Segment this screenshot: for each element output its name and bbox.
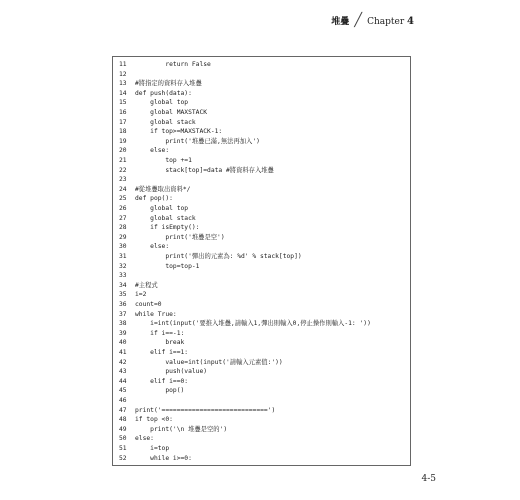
line-code: global stack: [135, 214, 196, 222]
line-code: i=int(input('要推入堆疊,請輸入1,彈出則輸入0,停止操作則輸入-1: ')): [135, 320, 371, 328]
line-number: 37: [119, 310, 127, 318]
line-number: 18: [119, 128, 127, 136]
line-code: top +=1: [135, 157, 192, 164]
line-number: 21: [119, 157, 127, 164]
line-number: 14: [119, 89, 127, 97]
chapter-title: 堆疊: [331, 17, 350, 27]
line-code: #主程式: [135, 281, 158, 289]
line-number: 12: [119, 70, 127, 78]
line-number: 50: [119, 435, 127, 443]
line-number: 15: [119, 99, 127, 107]
line-code: print('\n 堆疊是空的'): [135, 425, 228, 433]
line-code: print('彈出的元素為: %d' % stack[top]): [135, 253, 302, 260]
line-code: print('堆疊已滿,無法再加入'): [135, 137, 260, 145]
line-code: elif i==1:: [135, 349, 189, 356]
line-code: if top <0:: [135, 416, 173, 424]
line-code: def pop():: [135, 195, 173, 203]
code-listing: [112, 56, 411, 466]
page-header: [331, 13, 414, 28]
line-number: 25: [119, 195, 127, 203]
line-number: 40: [119, 339, 127, 347]
line-code: value=int(input('請輸入元素值:')): [135, 358, 283, 366]
line-number: 45: [119, 387, 127, 395]
line-number: 28: [119, 224, 127, 232]
line-number: 33: [119, 272, 127, 280]
line-number: 48: [119, 416, 127, 424]
line-code: return False: [135, 61, 211, 68]
line-number: 42: [119, 358, 127, 366]
line-code: #從堆疊取出資料*/: [135, 185, 191, 193]
line-code: elif i==0:: [135, 377, 189, 385]
line-code: else:: [135, 147, 170, 155]
header-divider: ╱: [354, 13, 363, 28]
line-code: else:: [135, 435, 154, 443]
line-code: print('============================'): [135, 406, 276, 414]
line-code: while i>=0:: [135, 454, 192, 462]
line-code: while True:: [135, 310, 177, 318]
line-number: 31: [119, 253, 127, 260]
line-number: 43: [119, 368, 127, 376]
chapter-label: [367, 16, 414, 27]
line-number: 24: [119, 185, 127, 193]
line-code: global top: [135, 99, 189, 107]
line-number: 13: [119, 80, 127, 88]
line-number: 32: [119, 262, 127, 270]
line-code: i=top: [135, 445, 170, 452]
line-number: 19: [119, 137, 127, 145]
line-code: global MAXSTACK: [135, 109, 208, 116]
line-code: stack[top]=data #將資料存入堆疊: [135, 166, 274, 174]
line-number: 49: [119, 425, 127, 433]
line-number: 16: [119, 109, 127, 116]
line-code: #將指定的資料存入堆疊: [135, 80, 202, 88]
line-code: if top>=MAXSTACK-1:: [135, 128, 223, 136]
line-number: 35: [119, 291, 127, 299]
line-number: 11: [119, 61, 127, 68]
line-number: 30: [119, 243, 127, 251]
line-number: 17: [119, 118, 127, 126]
line-number: 39: [119, 329, 127, 337]
line-code: pop(): [135, 387, 185, 395]
chapter-number: 4: [407, 16, 414, 27]
line-number: 23: [119, 176, 127, 184]
line-code: i=2: [135, 291, 147, 299]
line-number: 52: [119, 454, 127, 462]
line-number: 26: [119, 205, 127, 212]
line-number: 44: [119, 377, 127, 385]
line-code: def push(data):: [135, 89, 192, 97]
line-number: 38: [119, 320, 127, 328]
line-number: 22: [119, 166, 127, 174]
line-number: 47: [119, 406, 127, 414]
line-code: if isEmpty():: [135, 224, 200, 232]
line-number: 41: [119, 349, 127, 356]
line-code: global top: [135, 205, 189, 212]
line-number: 34: [119, 281, 127, 289]
line-number: 27: [119, 214, 127, 222]
line-code: else:: [135, 243, 170, 251]
line-code: break: [135, 339, 185, 347]
chapter-word: Chapter: [367, 17, 405, 27]
line-code: if i==-1:: [135, 329, 185, 337]
line-code: top=top-1: [135, 262, 200, 270]
line-code: push(value): [135, 368, 208, 376]
line-number: 46: [119, 397, 127, 404]
page-number: 4-5: [421, 474, 436, 484]
line-number: 20: [119, 147, 127, 155]
line-number: 29: [119, 233, 127, 241]
line-number: 36: [119, 301, 127, 308]
line-number: 51: [119, 445, 127, 452]
line-code: print('堆疊是空'): [135, 233, 225, 241]
line-code: global stack: [135, 118, 196, 126]
line-code: count=0: [135, 301, 162, 308]
